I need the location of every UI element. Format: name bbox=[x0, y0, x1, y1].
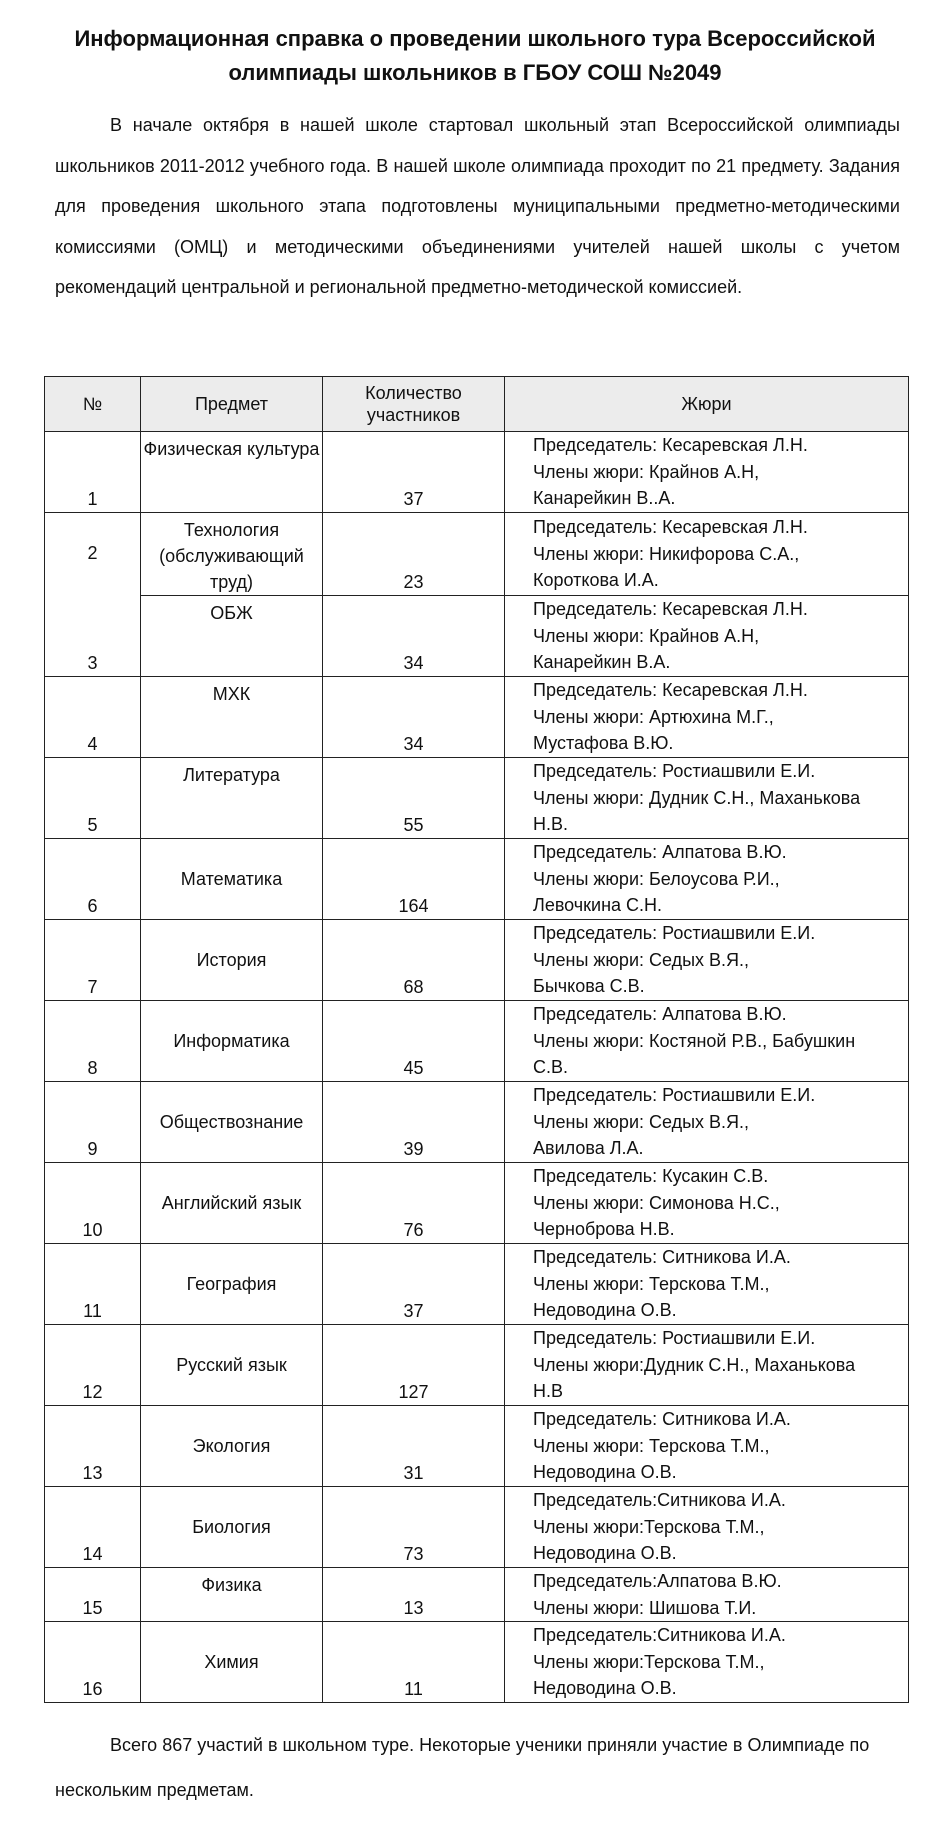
row-participant-count: 55 bbox=[323, 758, 505, 839]
row-participant-count: 164 bbox=[323, 839, 505, 920]
row-subject: Экология bbox=[141, 1406, 323, 1487]
row-subject: ОБЖ bbox=[141, 596, 323, 677]
jury-line: Бычкова С.В. bbox=[533, 976, 645, 997]
row-subject: Информатика bbox=[141, 1001, 323, 1082]
jury-line: Члены жюри: Артюхина М.Г., bbox=[533, 706, 774, 727]
table-row bbox=[45, 1001, 909, 1082]
table-row bbox=[45, 920, 909, 1001]
row-number: 8 bbox=[45, 1001, 141, 1082]
row-participant-count: 34 bbox=[323, 677, 505, 758]
jury-line: Недоводина О.В. bbox=[533, 1300, 677, 1321]
jury-line: Председатель:Алпатова В.Ю. bbox=[533, 1571, 782, 1591]
row-subject: Обществознание bbox=[141, 1082, 323, 1163]
jury-line: Председатель: Алпатова В.Ю. bbox=[533, 842, 787, 863]
header-count bbox=[323, 377, 505, 432]
table-row bbox=[45, 839, 909, 920]
jury-line: Председатель: Кесаревская Л.Н. bbox=[533, 435, 808, 456]
row-subject: Физическая культура bbox=[141, 432, 323, 513]
jury-line: Мустафова В.Ю. bbox=[533, 733, 674, 754]
row-participant-count: 37 bbox=[323, 432, 505, 513]
jury-line: Председатель: Ростиашвили Е.И. bbox=[533, 923, 816, 944]
jury-line: Члены жюри:Дудник С.Н., Маханькова bbox=[533, 1354, 856, 1375]
row-number: 1 bbox=[45, 432, 141, 513]
jury-line: Члены жюри: Седых В.Я., bbox=[533, 949, 750, 970]
row-participant-count: 45 bbox=[323, 1001, 505, 1082]
jury-line: Члены жюри: Крайнов А.Н, bbox=[533, 461, 760, 482]
table-row bbox=[45, 432, 909, 513]
jury-line: Члены жюри:Терскова Т.М., bbox=[533, 1516, 765, 1537]
jury-line: Председатель: Кесаревская Л.Н. bbox=[533, 680, 808, 701]
jury-line: Председатель: Ситникова И.А. bbox=[533, 1247, 791, 1268]
row-number: 5 bbox=[45, 758, 141, 839]
jury-line: Председатель: Ростиашвили Е.И. bbox=[533, 761, 816, 782]
table-body bbox=[45, 432, 909, 1703]
jury-line: Члены жюри: Симонова Н.С., bbox=[533, 1192, 780, 1213]
jury-line: Члены жюри: Крайнов А.Н, bbox=[533, 625, 760, 646]
header-count-line2: участников bbox=[366, 405, 461, 425]
table-row bbox=[45, 1325, 909, 1406]
row-participant-count: 76 bbox=[323, 1163, 505, 1244]
row-subject: Русский язык bbox=[141, 1325, 323, 1406]
footer-paragraph: Всего 867 участий в школьном туре. Некоторые ученики приняли участие в Олимпиаде по нескольким предметам. bbox=[55, 1735, 870, 1800]
table-row bbox=[45, 1622, 909, 1703]
table-row bbox=[45, 513, 909, 596]
jury-line: Члены жюри: Седых В.Я., bbox=[533, 1111, 750, 1132]
jury-line: Н.В. bbox=[533, 814, 569, 835]
jury-line: Председатель: Ситникова И.А. bbox=[533, 1409, 791, 1430]
row-jury bbox=[505, 1001, 909, 1082]
header-num: № bbox=[45, 377, 141, 432]
row-participant-count: 23 bbox=[323, 513, 505, 596]
jury-line: Члены жюри: Костяной Р.В., Бабушкин bbox=[533, 1030, 856, 1051]
jury-line: Недоводина О.В. bbox=[533, 1678, 677, 1699]
row-number: 2 bbox=[45, 513, 141, 596]
row-participant-count: 31 bbox=[323, 1406, 505, 1487]
row-participant-count: 73 bbox=[323, 1487, 505, 1568]
jury-line: Недоводина О.В. bbox=[533, 1462, 677, 1483]
header-jury: Жюри bbox=[505, 377, 909, 432]
row-number: 14 bbox=[45, 1487, 141, 1568]
row-jury bbox=[505, 758, 909, 839]
jury-line: Члены жюри:Терскова Т.М., bbox=[533, 1651, 765, 1672]
jury-line: Н.В bbox=[533, 1381, 564, 1402]
jury-line: Председатель:Ситникова И.А. bbox=[533, 1490, 786, 1511]
jury-line: Недоводина О.В. bbox=[533, 1543, 677, 1564]
row-jury bbox=[505, 1325, 909, 1406]
row-jury bbox=[505, 1568, 909, 1622]
row-number: 7 bbox=[45, 920, 141, 1001]
row-subject: Биология bbox=[141, 1487, 323, 1568]
jury-line: Председатель: Кусакин С.В. bbox=[533, 1166, 769, 1187]
row-participant-count: 37 bbox=[323, 1244, 505, 1325]
jury-line: Члены жюри: Дудник С.Н., Маханькова bbox=[533, 787, 861, 808]
jury-line: Члены жюри: Белоусова Р.И., bbox=[533, 868, 780, 889]
jury-line: Короткова И.А. bbox=[533, 570, 659, 591]
jury-line: Председатель: Ростиашвили Е.И. bbox=[533, 1085, 816, 1106]
jury-line: Председатель: Ростиашвили Е.И. bbox=[533, 1328, 816, 1349]
olympiad-table bbox=[44, 376, 909, 1703]
row-participant-count: 127 bbox=[323, 1325, 505, 1406]
intro-paragraph: В начале октября в нашей школе стартовал школьный этап Всероссийской олимпиады школьников 2011-2012 учебного года. В нашей школе олимпиада проходит по 21 предмету. Задания для проведения школьного этапа подготовлены муниципальными предметно-методическими комиссиями (ОМЦ) и методическими объединениями учителей нашей школы с учетом рекомендаций центральной и региональной предметно-методической комиссией. bbox=[55, 115, 900, 297]
row-subject: Технология (обслуживающий труд) bbox=[141, 513, 323, 596]
row-participant-count: 11 bbox=[323, 1622, 505, 1703]
row-subject: Химия bbox=[141, 1622, 323, 1703]
table-row bbox=[45, 596, 909, 677]
row-jury bbox=[505, 839, 909, 920]
row-jury bbox=[505, 1244, 909, 1325]
table-header-row bbox=[45, 377, 909, 432]
row-subject: Литература bbox=[141, 758, 323, 839]
jury-line: Левочкина С.Н. bbox=[533, 895, 663, 916]
jury-line: Члены жюри: Терскова Т.М., bbox=[533, 1435, 770, 1456]
row-subject: МХК bbox=[141, 677, 323, 758]
table-row bbox=[45, 1406, 909, 1487]
jury-line: Авилова Л.А. bbox=[533, 1138, 644, 1159]
row-number: 4 bbox=[45, 677, 141, 758]
table-row bbox=[45, 1244, 909, 1325]
row-number: 12 bbox=[45, 1325, 141, 1406]
row-subject: География bbox=[141, 1244, 323, 1325]
row-participant-count: 68 bbox=[323, 920, 505, 1001]
document-title: Информационная справка о проведении школьного тура Всероссийской олимпиады школьников в ГБОУ СОШ №2049 bbox=[74, 26, 876, 85]
row-jury bbox=[505, 920, 909, 1001]
table-row bbox=[45, 1082, 909, 1163]
jury-line: Члены жюри: Шишова Т.И. bbox=[533, 1597, 757, 1618]
row-number: 11 bbox=[45, 1244, 141, 1325]
row-participant-count: 13 bbox=[323, 1568, 505, 1622]
jury-line: Члены жюри: Никифорова С.А., bbox=[533, 543, 800, 564]
row-jury bbox=[505, 432, 909, 513]
row-number: 16 bbox=[45, 1622, 141, 1703]
jury-line: С.В. bbox=[533, 1057, 569, 1078]
row-jury bbox=[505, 513, 909, 596]
jury-line: Председатель: Кесаревская Л.Н. bbox=[533, 599, 808, 620]
row-subject: Математика bbox=[141, 839, 323, 920]
row-jury bbox=[505, 677, 909, 758]
row-subject: Английский язык bbox=[141, 1163, 323, 1244]
header-count-line1: Количество bbox=[365, 383, 462, 403]
table-row bbox=[45, 758, 909, 839]
row-jury bbox=[505, 596, 909, 677]
table-row bbox=[45, 677, 909, 758]
jury-line: Председатель:Ситникова И.А. bbox=[533, 1625, 786, 1646]
jury-line: Черноброва Н.В. bbox=[533, 1219, 675, 1240]
row-number: 10 bbox=[45, 1163, 141, 1244]
table-row bbox=[45, 1568, 909, 1622]
jury-line: Председатель: Кесаревская Л.Н. bbox=[533, 517, 808, 538]
row-jury bbox=[505, 1622, 909, 1703]
table-row bbox=[45, 1487, 909, 1568]
row-number: 3 bbox=[45, 596, 141, 677]
jury-line: Канарейкин В.А. bbox=[533, 652, 671, 673]
row-jury bbox=[505, 1406, 909, 1487]
row-participant-count: 34 bbox=[323, 596, 505, 677]
row-subject: История bbox=[141, 920, 323, 1001]
header-subject: Предмет bbox=[141, 377, 323, 432]
row-jury bbox=[505, 1163, 909, 1244]
row-participant-count: 39 bbox=[323, 1082, 505, 1163]
row-subject: Физика bbox=[141, 1568, 323, 1622]
row-jury bbox=[505, 1082, 909, 1163]
row-number: 6 bbox=[45, 839, 141, 920]
jury-line: Канарейкин В..А. bbox=[533, 488, 676, 509]
row-jury bbox=[505, 1487, 909, 1568]
jury-line: Члены жюри: Терскова Т.М., bbox=[533, 1273, 770, 1294]
row-number: 15 bbox=[45, 1568, 141, 1622]
row-number: 9 bbox=[45, 1082, 141, 1163]
table-row bbox=[45, 1163, 909, 1244]
jury-line: Председатель: Алпатова В.Ю. bbox=[533, 1004, 787, 1025]
row-number: 13 bbox=[45, 1406, 141, 1487]
